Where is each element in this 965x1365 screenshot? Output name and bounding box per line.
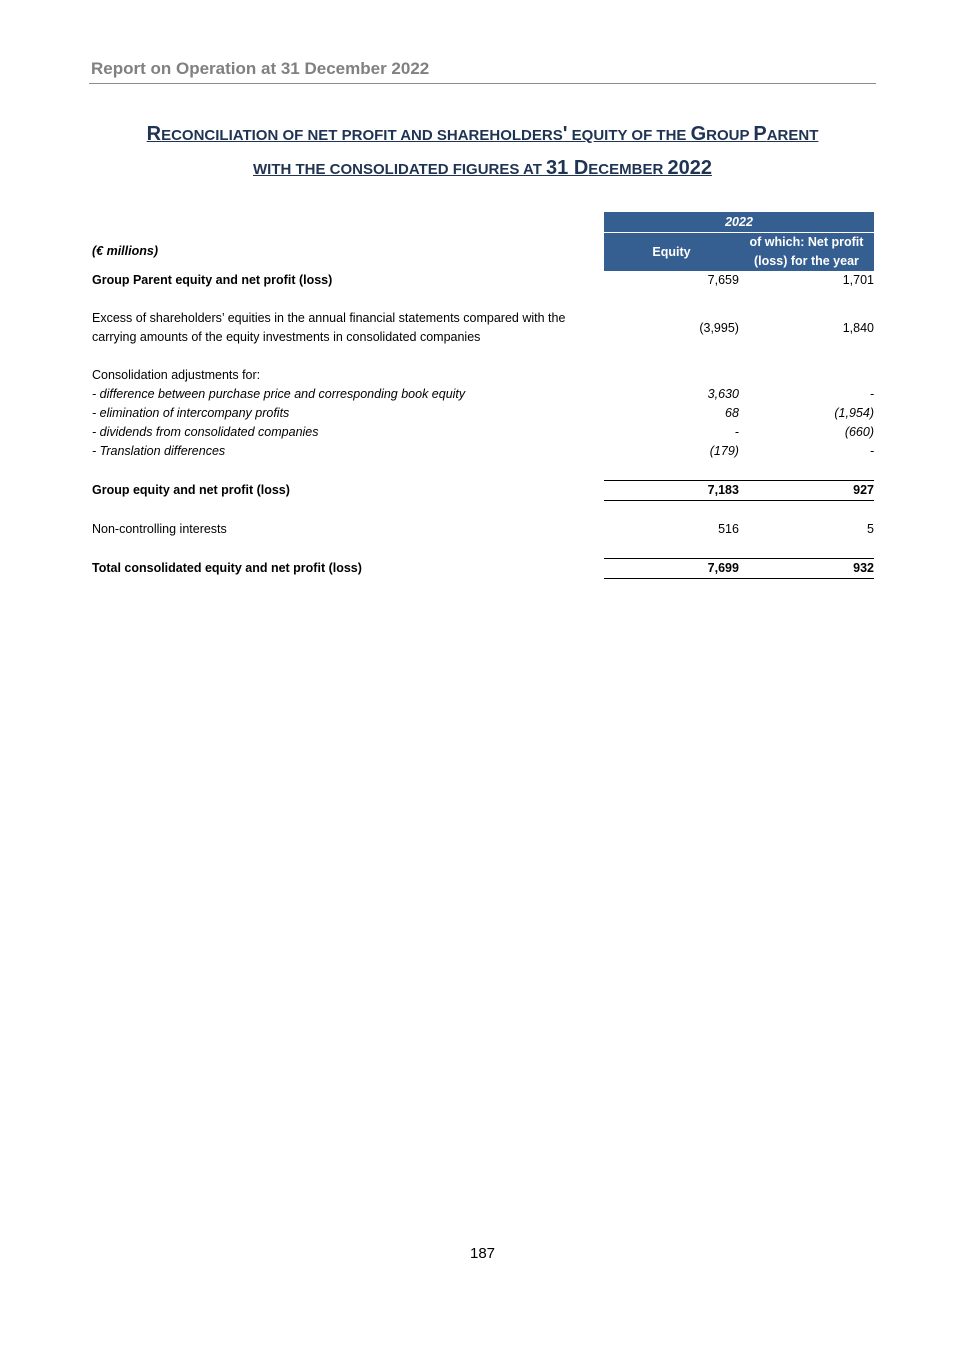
- title-segment: R: [146, 123, 162, 145]
- title-segment: EQUITY OF THE: [567, 127, 691, 144]
- equity-value: 516: [718, 522, 739, 536]
- net-profit-value: 1,840: [842, 320, 874, 335]
- table-row: [89, 404, 874, 423]
- table-row: [89, 366, 874, 385]
- equity-value: -: [734, 425, 739, 439]
- row-label: - dividends from consolidated companies: [92, 425, 319, 439]
- table-row: [89, 559, 874, 579]
- row-label: - Translation differences: [92, 444, 226, 458]
- title-segment: ARENT: [766, 127, 819, 144]
- equity-column-header: Equity: [604, 233, 739, 272]
- row-label: Consolidation adjustments for:: [92, 368, 261, 382]
- title-segment: 2022: [667, 157, 712, 179]
- equity-value: 3,630: [707, 387, 739, 401]
- equity-value: 68: [725, 406, 739, 420]
- net-profit-value: (1,954): [834, 406, 874, 420]
- table-row: [89, 481, 874, 501]
- title-segment: 31 D: [546, 157, 589, 179]
- equity-value: 7,699: [604, 559, 739, 579]
- table-row: [89, 442, 874, 461]
- row-label: Group equity and net profit (loss): [92, 483, 290, 497]
- net-profit-column-header: of which: Net profit (loss) for the year: [739, 233, 874, 272]
- title-segment: ECONCILIATION OF NET PROFIT AND SHAREHOLDERS: [161, 127, 563, 144]
- row-label: Total consolidated equity and net profit (loss): [92, 561, 362, 575]
- table-row: [89, 309, 874, 347]
- table-header-year-row: [89, 212, 874, 233]
- title-segment: WITH THE CONSOLIDATED FIGURES AT: [253, 161, 547, 178]
- row-label: Non-controlling interests: [92, 522, 227, 536]
- equity-value: (3,995): [699, 320, 739, 335]
- row-label: - elimination of intercompany profits: [92, 406, 290, 420]
- row-label: - difference between purchase price and corresponding book equity: [92, 387, 466, 401]
- net-profit-value: 927: [739, 481, 874, 501]
- row-label: Group Parent equity and net profit (loss): [92, 273, 333, 287]
- net-profit-value: -: [869, 387, 874, 401]
- equity-value: 7,659: [707, 273, 739, 287]
- year-header: 2022: [604, 212, 874, 233]
- title-segment: G: [690, 123, 707, 145]
- net-profit-value: 5: [867, 522, 874, 536]
- table-row: [89, 271, 874, 290]
- net-profit-value: 932: [739, 559, 874, 579]
- report-title: Report on Operation at 31 December 2022: [91, 59, 430, 78]
- table-row: [89, 423, 874, 442]
- page-number: 187: [469, 1245, 496, 1262]
- table-header-columns-row: [89, 233, 874, 272]
- table-row: [89, 385, 874, 404]
- table-row: [89, 520, 874, 539]
- reconciliation-table: [89, 212, 874, 579]
- page-header: [89, 58, 876, 84]
- net-profit-value: 1,701: [842, 273, 874, 287]
- section-title-line-2: [89, 152, 876, 186]
- section-title-line-1: [89, 118, 876, 152]
- title-segment: ': [562, 123, 568, 145]
- net-profit-value: (660): [844, 425, 874, 439]
- equity-value: 7,183: [604, 481, 739, 501]
- title-segment: P: [753, 123, 767, 145]
- section-title: [89, 118, 876, 186]
- equity-value: (179): [709, 444, 739, 458]
- units-label: (€ millions): [92, 244, 158, 259]
- net-profit-value: -: [869, 444, 874, 458]
- title-segment: ECEMBER: [588, 161, 668, 178]
- row-label: Excess of shareholders’ equities in the annual financial statements compared with the carrying amounts of the equity investments in consolidated companies: [92, 311, 566, 344]
- title-segment: ROUP: [706, 127, 754, 144]
